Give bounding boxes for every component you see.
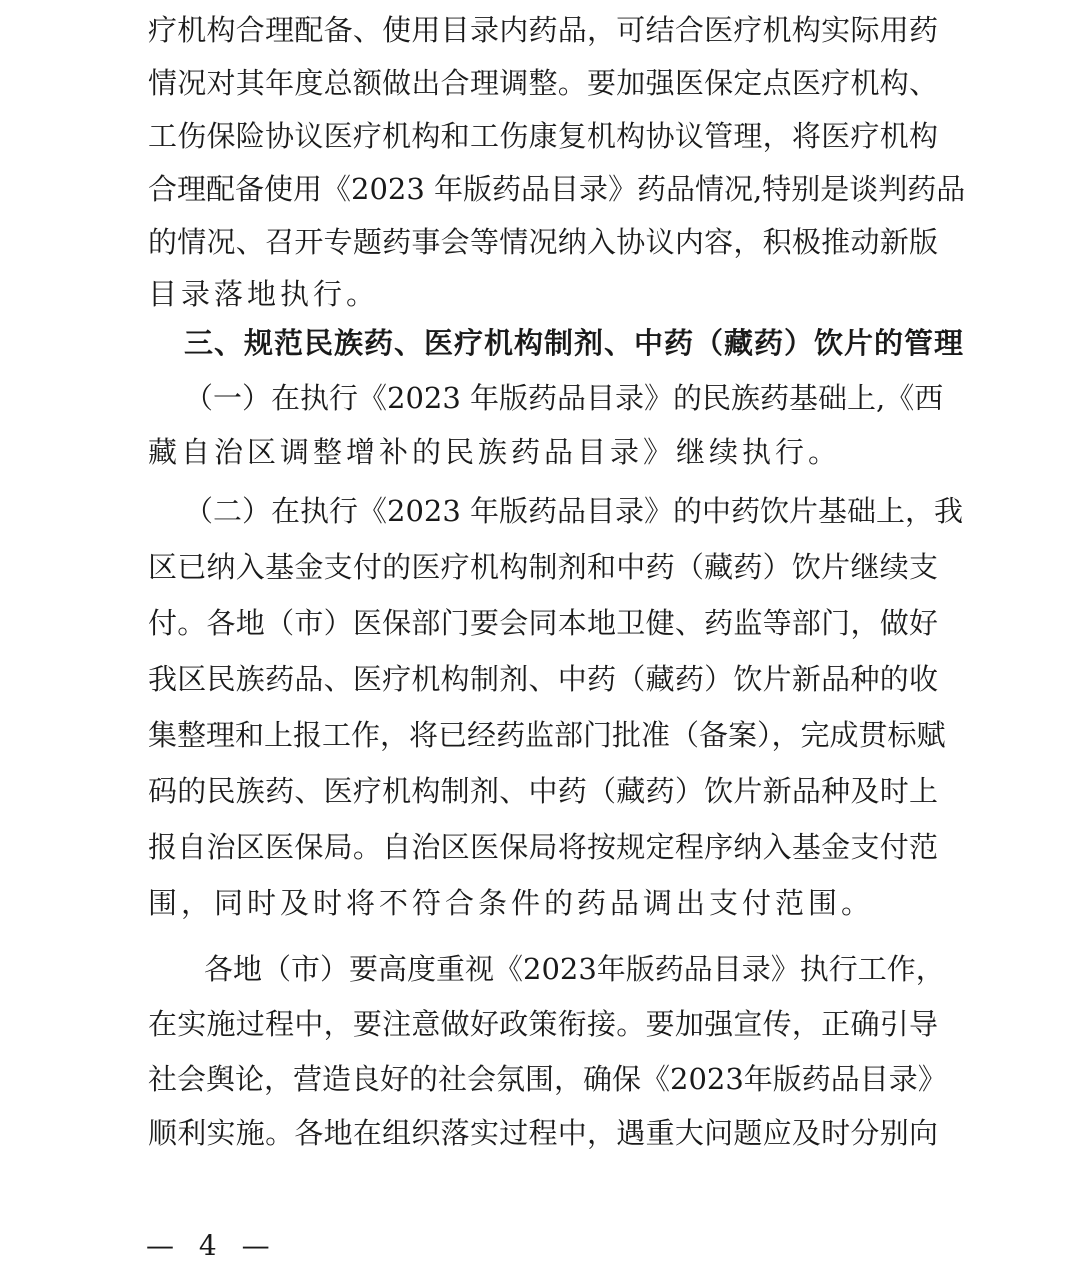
body-text-line: 合理配备使用《2023 年版药品目录》药品情况,特别是谈判药品 — [148, 172, 966, 206]
body-text-line: 在实施过程中，要注意做好政策衔接。要加强宣传，正确引导 — [148, 1007, 938, 1041]
body-text-line: 各地（市）要高度重视《2023年版药品目录》执行工作， — [204, 952, 945, 986]
body-text-line: 疗机构合理配备、使用目录内药品，可结合医疗机构实际用药 — [148, 13, 938, 47]
body-text-line: 工伤保险协议医疗机构和工伤康复机构协议管理，将医疗机构 — [148, 119, 938, 153]
body-text-line: （一）在执行《2023 年版药品目录》的民族药基础上,《西 — [184, 381, 944, 415]
body-text-line: 的情况、召开专题药事会等情况纳入协议内容，积极推动新版 — [148, 225, 938, 259]
section-heading: 三、规范民族药、医疗机构制剂、中药（藏药）饮片的管理 — [184, 326, 965, 360]
body-text-line: 情况对其年度总额做出合理调整。要加强医保定点医疗机构、 — [148, 66, 938, 100]
body-text-line: 围，同时及时将不符合条件的药品调出支付范围。 — [148, 886, 875, 920]
body-text-line: 码的民族药、医疗机构制剂、中药（藏药）饮片新品种及时上 — [148, 774, 938, 808]
page-number: — 4 — — [146, 1229, 278, 1262]
body-text-line: 集整理和上报工作，将已经药监部门批准（备案），完成贯标赋 — [148, 718, 946, 752]
body-text-line: 目录落地执行。 — [148, 277, 380, 311]
body-text-line: 藏自治区调整增补的民族药品目录》继续执行。 — [148, 435, 842, 469]
body-text-line: 我区民族药品、医疗机构制剂、中药（藏药）饮片新品种的收 — [148, 662, 938, 696]
body-text-line: 顺利实施。各地在组织落实过程中，遇重大问题应及时分别向 — [148, 1116, 938, 1150]
body-text-line: （二）在执行《2023 年版药品目录》的中药饮片基础上，我 — [184, 494, 964, 528]
body-text-line: 区已纳入基金支付的医疗机构制剂和中药（藏药）饮片继续支 — [148, 550, 938, 584]
body-text-line: 报自治区医保局。自治区医保局将按规定程序纳入基金支付范 — [148, 830, 938, 864]
body-text-line: 付。各地（市）医保部门要会同本地卫健、药监等部门，做好 — [148, 606, 938, 640]
body-text-line: 社会舆论，营造良好的社会氛围，确保《2023年版药品目录》 — [148, 1062, 947, 1096]
